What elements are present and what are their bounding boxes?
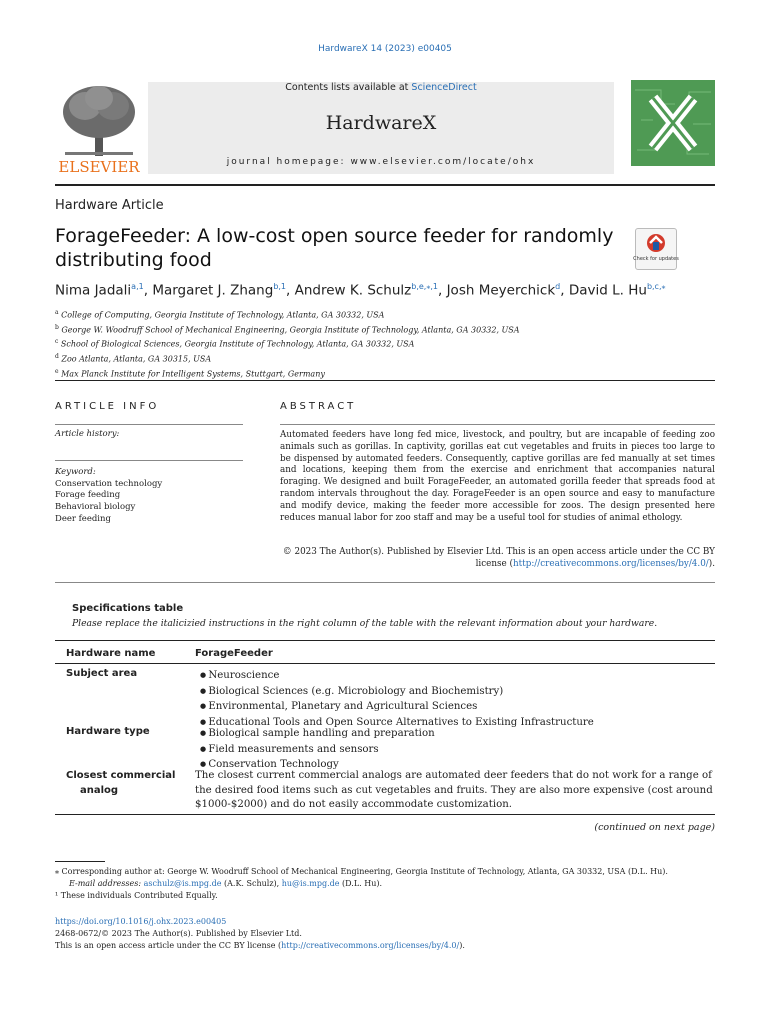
contents-line: [148, 82, 614, 93]
check-updates-label: Check for updates: [633, 256, 679, 262]
keyword-list: [55, 467, 162, 526]
hardware-type-item: ● Conservation Technology: [200, 757, 435, 773]
article-type: Hardware Article: [55, 198, 164, 213]
journal-cover-image: [631, 80, 715, 166]
keyword-item: Conservation technology: [55, 478, 163, 489]
keyword-item: Behavioral biology: [55, 502, 136, 513]
affiliation-key: a: [55, 309, 59, 316]
contents-prefix: Contents lists available at: [285, 82, 412, 93]
abstract-divider: [280, 424, 715, 425]
abstract-heading: ABSTRACT: [280, 401, 357, 412]
keywords-divider: [55, 460, 243, 461]
affiliation-key: c: [55, 338, 59, 346]
author-separator: ,: [437, 282, 447, 299]
article-info-heading: ARTICLE INFO: [55, 401, 160, 412]
commercial-analog-text: The closest current commercial analogs are automated deer feeders that do not work for a range of the desired food items such as cut vegetables and fruits. They are also more expensive (cost around $1000-$2000) and do not easily accommodate customization.: [195, 770, 713, 810]
abstract-text: Automated feeders have long fed mice, livestock, and poultry, but are incapable of feeding zoo animals such as gorillas. In captivity, gorillas eat cut vegetables and fruits in pieces too large to be dispensed by automated feeders. Consequently, captive gorillas are fed manually at set times and locations, keeping them from the exercise and enrichment that accompanies natural foraging. We designed and built ForageFeeder, an automated gorilla feeder that spreads food at random intervals throughout the day. ForageFeeder is an open source and easy to manufacture and modify device, making the feeder more accessible for zoos. The design presented here reduces manual labor for zoo staff and may be a useful tool for studies of animal ethology.: [280, 430, 715, 523]
issn-line: 2468-0672/© 2023 The Author(s). Published by Elsevier Ltd.: [55, 929, 302, 938]
email-owner: (D.L. Hu).: [339, 879, 383, 888]
subject-area-label: Subject area: [66, 668, 138, 679]
check-for-updates-button[interactable]: [635, 228, 677, 270]
hardware-type-item: ● Biological sample handling and preparation: [200, 726, 435, 742]
keyword-item: Forage feeding: [55, 490, 121, 501]
affiliation-key: e: [55, 367, 59, 375]
affiliation-text: George W. Woodruff School of Mechanical Engineering, Georgia Institute of Technology, Atlanta, GA 30332, USA: [61, 325, 520, 335]
author-affiliation-marker[interactable]: b,c,⁎: [646, 282, 666, 291]
journal-citation[interactable]: HardwareX 14 (2023) e00405: [318, 44, 452, 54]
author-separator: ,: [560, 282, 569, 299]
keyword-item: Deer feeding: [55, 513, 111, 524]
specifications-title: Specifications table: [72, 603, 184, 614]
affiliation-text: Max Planck Institute for Intelligent Systems, Stuttgart, Germany: [61, 369, 325, 379]
subject-item: ● Neuroscience: [200, 668, 594, 684]
affiliation-list: [55, 307, 655, 380]
affiliation-item: [55, 366, 655, 381]
email-label: E-mail addresses:: [69, 879, 142, 888]
table-header-rule: [55, 663, 715, 664]
subject-item: ● Environmental, Planetary and Agricultural Sciences: [200, 699, 594, 715]
open-access-suffix: ).: [459, 941, 465, 950]
open-access-line: [55, 940, 715, 952]
affiliation-text: Zoo Atlanta, Atlanta, GA 30315, USA: [61, 354, 212, 364]
affiliation-item: [55, 307, 655, 322]
author-separator: ,: [143, 282, 153, 299]
journal-homepage[interactable]: journal homepage: www.elsevier.com/locate/ohx: [226, 157, 536, 167]
license-link[interactable]: http://creativecommons.org/licenses/by/4.0/: [512, 558, 709, 569]
doi-block: [55, 916, 715, 952]
affiliation-text: School of Biological Sciences, Georgia Institute of Technology, Atlanta, GA 30332, USA: [60, 339, 415, 349]
affiliation-key: d: [55, 352, 59, 360]
email-note: [55, 878, 715, 890]
commercial-analog-label-line: Closest commercial: [66, 770, 176, 781]
hardware-type-item: ● Field measurements and sensors: [200, 742, 435, 758]
affiliation-item: [55, 351, 655, 366]
email-link-schulz[interactable]: aschulz@is.mpg.de: [143, 879, 222, 888]
affiliation-item: [55, 336, 655, 351]
affiliation-key: b: [55, 323, 59, 331]
author-name[interactable]: Andrew K. Schulz: [294, 282, 412, 299]
author-affiliation-marker[interactable]: b,e,⁎,1: [411, 282, 438, 291]
email-link-hu[interactable]: hu@is.mpg.de: [281, 879, 340, 888]
author-affiliation-marker[interactable]: d: [555, 282, 561, 291]
elsevier-logo: [55, 80, 143, 176]
author-name[interactable]: Margaret J. Zhang: [152, 282, 274, 299]
email-owner: (A.K. Schulz),: [221, 879, 282, 888]
corresponding-author-note: ⁎ Corresponding author at: George W. Woodruff School of Mechanical Engineering, Georgia Institute of Technology, Atlanta, GA 30332, USA (D.L. Hu).: [55, 867, 668, 876]
elsevier-wordmark: ELSEVIER: [58, 158, 140, 176]
open-access-text: This is an open access article under the CC BY license (: [55, 941, 282, 950]
footnote-divider: [55, 861, 105, 862]
hardware-type-label: Hardware type: [66, 726, 150, 737]
author-affiliation-marker[interactable]: b,1: [273, 282, 287, 291]
hardware-type-list: [200, 726, 435, 773]
author-separator: ,: [286, 282, 295, 299]
open-access-license-link[interactable]: http://creativecommons.org/licenses/by/4.0/: [281, 941, 460, 950]
footnotes: [55, 866, 715, 902]
specifications-instruction: Please replace the italicizied instructions in the right column of the table with the relevant information about your hardware.: [72, 618, 658, 629]
author-name[interactable]: Josh Meyerchick: [446, 282, 556, 299]
hardware-name-label: Hardware name: [66, 648, 156, 659]
article-title: ForageFeeder: A low-cost open source feeder for randomly distributing food: [55, 225, 614, 271]
article-info-divider: [55, 424, 243, 425]
copyright-text: © 2023 The Author(s). Published by Elsevier Ltd. This is an open access article under the CC BY license (: [282, 547, 715, 569]
affiliation-divider: [55, 380, 715, 381]
hardwarex-cover-icon: [631, 80, 715, 166]
elsevier-tree-icon: [55, 80, 143, 176]
doi-link[interactable]: https://doi.org/10.1016/j.ohx.2023.e00405: [55, 917, 227, 926]
equal-contribution-note: ¹ These individuals Contributed Equally.: [55, 891, 218, 900]
article-history-label: Article history:: [55, 429, 120, 439]
journal-title: HardwareX: [325, 112, 437, 134]
subject-item: ● Biological Sciences (e.g. Microbiology and Biochemistry): [200, 684, 594, 700]
check-updates-icon: [633, 229, 679, 269]
abstract-copyright: [280, 547, 715, 571]
author-name[interactable]: Nima Jadali: [55, 282, 132, 299]
abstract-bottom-divider: [55, 582, 715, 583]
copyright-suffix: ).: [708, 558, 715, 569]
header-divider: [55, 184, 715, 186]
sciencedirect-link[interactable]: ScienceDirect: [411, 82, 477, 93]
commercial-analog-label: [66, 769, 186, 798]
table-top-rule: [55, 640, 715, 641]
keywords-label: Keyword:: [55, 467, 96, 477]
affiliation-text: College of Computing, Georgia Institute of Technology, Atlanta, GA 30332, USA: [61, 310, 385, 320]
commercial-analog-label-line: analog: [80, 784, 119, 796]
continued-note: (continued on next page): [594, 822, 715, 833]
hardware-name-value: ForageFeeder: [195, 648, 273, 659]
author-name[interactable]: David L. Hu: [568, 282, 647, 299]
subject-area-list: [200, 668, 594, 730]
author-list: [55, 282, 725, 299]
table-bottom-rule: [55, 814, 715, 815]
subject-item: ● Educational Tools and Open Source Alternatives to Existing Infrastructure: [200, 715, 594, 731]
affiliation-item: [55, 322, 655, 337]
author-affiliation-marker[interactable]: a,1: [131, 282, 144, 291]
